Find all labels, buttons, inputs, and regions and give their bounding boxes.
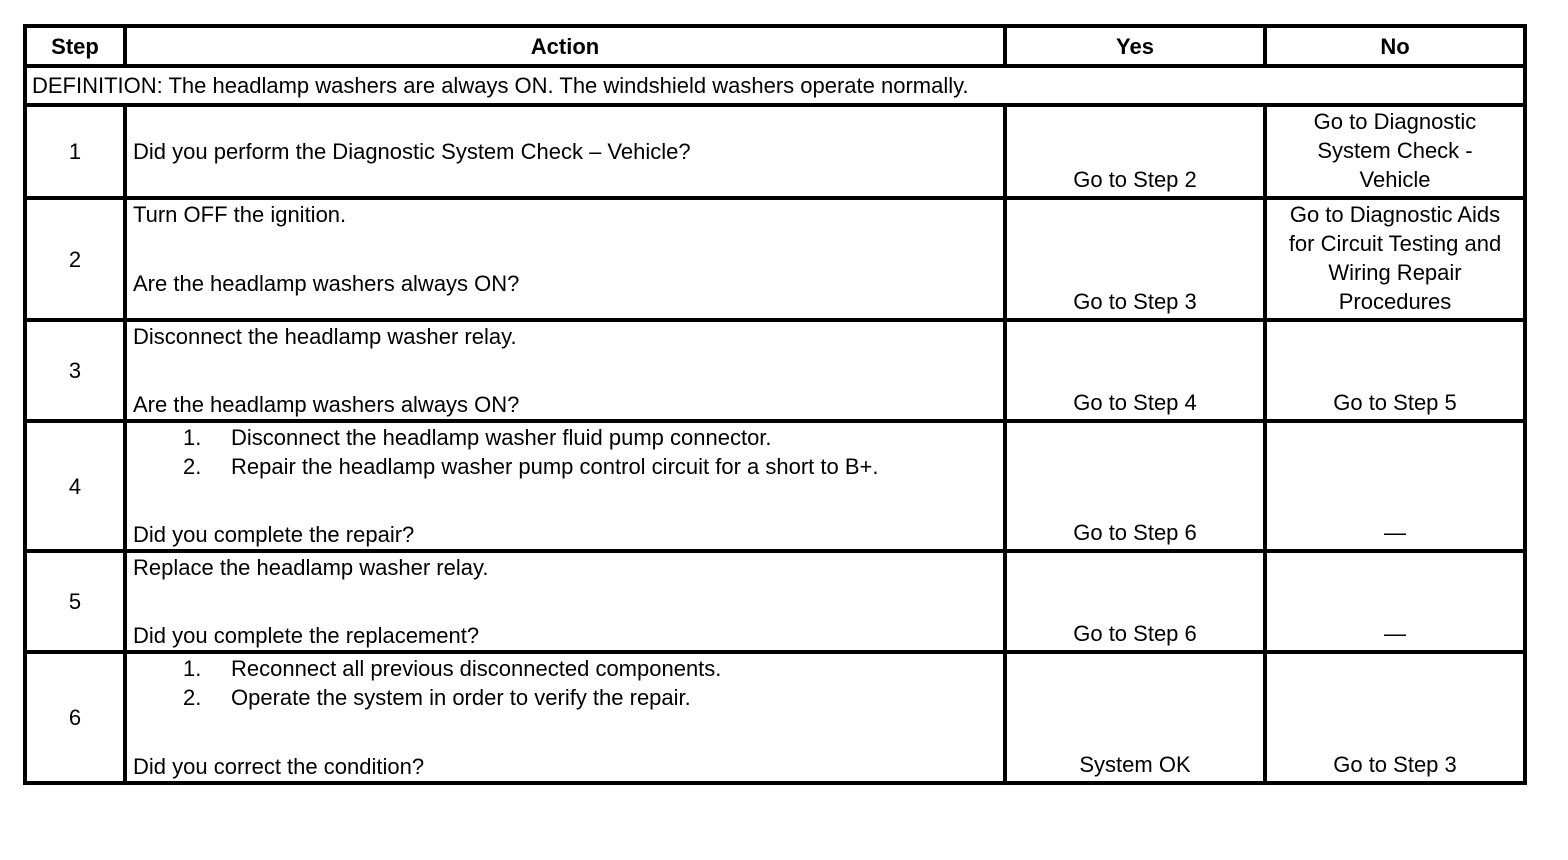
no-line: Vehicle [1359,167,1431,192]
header-action: Action [125,26,1005,66]
action-cell [125,198,1005,320]
list-text: Disconnect the headlamp washer fluid pump connector. [231,425,772,450]
action-question: Are the headlamp washers always ON? [133,271,520,296]
list-item [133,452,997,481]
no-cell [1265,198,1525,320]
diagnostic-table [23,24,1527,785]
table-row [25,198,1525,320]
list-number: 1. [183,656,202,681]
action-question: Did you correct the condition? [133,754,425,779]
yes-cell: Go to Step 6 [1005,421,1265,551]
action-question: Did you complete the repair? [133,522,415,547]
no-cell [1265,105,1525,198]
list-text: Reconnect all previous disconnected components. [231,656,722,681]
header-no: No [1265,26,1525,66]
table-row [25,652,1525,783]
action-text: Disconnect the headlamp washer relay. [133,324,517,349]
action-list [133,654,997,712]
step-number: 6 [25,652,125,783]
table-row [25,320,1525,421]
list-text: Operate the system in order to verify the repair. [231,685,691,710]
list-item [133,683,997,712]
list-number: 1. [183,425,202,450]
no-cell: Go to Step 5 [1265,320,1525,421]
action-question: Did you complete the replacement? [133,623,480,648]
step-number: 1 [25,105,125,198]
no-line: System Check - [1317,138,1473,163]
no-cell: Go to Step 3 [1265,652,1525,783]
action-cell [125,652,1005,783]
step-number: 4 [25,421,125,551]
action-text: Replace the headlamp washer relay. [133,555,489,580]
table-row [25,105,1525,198]
action-list [133,423,997,481]
action-cell [125,105,1005,198]
list-number: 2. [183,685,202,710]
table-row [25,551,1525,652]
yes-cell: Go to Step 6 [1005,551,1265,652]
table-row [25,421,1525,551]
no-line: Wiring Repair [1328,260,1462,285]
action-cell [125,421,1005,551]
action-cell [125,320,1005,421]
action-text: Turn OFF the ignition. [133,202,347,227]
no-line: for Circuit Testing and [1288,231,1502,256]
list-item [133,423,997,452]
header-yes: Yes [1005,26,1265,66]
action-cell [125,551,1005,652]
yes-cell: Go to Step 3 [1005,198,1265,320]
no-cell: — [1265,551,1525,652]
step-number: 5 [25,551,125,652]
definition-row [25,66,1525,105]
yes-cell: Go to Step 2 [1005,105,1265,198]
header-row [25,26,1525,66]
header-step: Step [25,26,125,66]
list-number: 2. [183,454,202,479]
action-question: Did you perform the Diagnostic System Check – Vehicle? [133,139,691,164]
step-number: 2 [25,198,125,320]
list-text: Repair the headlamp washer pump control circuit for a short to B+. [231,454,879,479]
action-question: Are the headlamp washers always ON? [133,392,520,417]
yes-cell: System OK [1005,652,1265,783]
yes-cell: Go to Step 4 [1005,320,1265,421]
no-line: Go to Diagnostic [1313,109,1477,134]
definition-text: DEFINITION: The headlamp washers are always ON. The windshield washers operate normally. [25,66,1525,105]
no-line: Procedures [1338,289,1452,314]
list-item [133,654,997,683]
no-cell: — [1265,421,1525,551]
step-number: 3 [25,320,125,421]
no-line: Go to Diagnostic Aids [1289,202,1501,227]
